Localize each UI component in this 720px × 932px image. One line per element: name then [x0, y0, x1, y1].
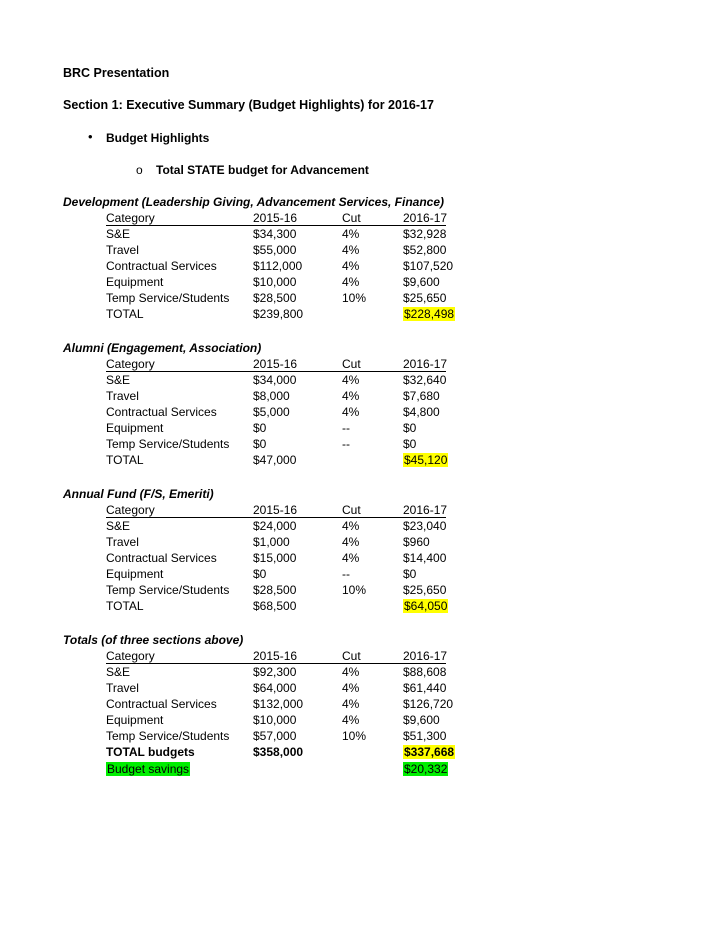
cell-2015-16: $47,000	[253, 453, 297, 467]
column-header-2016-17: 2016-17	[403, 503, 448, 517]
cell-2016-17: $25,650	[403, 583, 447, 597]
cell-cut: 4%	[342, 681, 360, 695]
cell-2015-16: $5,000	[253, 405, 290, 419]
cell-cut: 4%	[342, 665, 360, 679]
cell-2015-16: $68,500	[253, 599, 297, 613]
cell-2015-16: $92,300	[253, 665, 297, 679]
cell-cut: 4%	[342, 389, 360, 403]
highlighted-total: $45,120	[404, 453, 448, 467]
cell-category: Equipment	[106, 275, 164, 289]
cell-2015-16: $1,000	[253, 535, 290, 549]
cell-2016-17: $7,680	[403, 389, 440, 403]
cell-2015-16: $28,500	[253, 583, 297, 597]
bullet-circle-icon: o	[136, 163, 143, 177]
highlighted-total: $228,498	[404, 307, 455, 321]
cell-category: Temp Service/Students	[106, 729, 230, 743]
section-title: Annual Fund (F/S, Emeriti)	[63, 487, 214, 501]
cell-2015-16: $34,000	[253, 373, 297, 387]
section-heading: Section 1: Executive Summary (Budget Highlights) for 2016-17	[63, 98, 434, 112]
cell-2015-16: $57,000	[253, 729, 297, 743]
cell-2016-17: $0	[403, 567, 417, 581]
cell-category: Travel	[106, 535, 139, 549]
column-header-cut: Cut	[342, 503, 361, 517]
cell-cut: 4%	[342, 275, 360, 289]
cell-2016-17: $61,440	[403, 681, 447, 695]
cell-2015-16: $10,000	[253, 713, 297, 727]
cell-category: Contractual Services	[106, 697, 217, 711]
column-header-category: Category	[106, 649, 155, 663]
column-header-2015-16: 2015-16	[253, 503, 298, 517]
column-header-category: Category	[106, 503, 155, 517]
cell-category: Travel	[106, 243, 139, 257]
cell-cut: 4%	[342, 227, 360, 241]
cell-2016-17: $960	[403, 535, 430, 549]
column-header-cut: Cut	[342, 357, 361, 371]
cell-category: Temp Service/Students	[106, 437, 230, 451]
cell-category: S&E	[106, 665, 131, 679]
section-title: Development (Leadership Giving, Advancement Services, Finance)	[63, 195, 445, 209]
cell-2015-16: $112,000	[253, 259, 303, 273]
cell-cut: 10%	[342, 291, 367, 305]
cell-cut: 4%	[342, 519, 360, 533]
budget-savings-value: $20,332	[404, 762, 448, 776]
cell-category: TOTAL	[106, 599, 144, 613]
cell-2016-17: $0	[403, 437, 417, 451]
column-header-2016-17: 2016-17	[403, 211, 448, 225]
cell-2015-16: $0	[253, 567, 267, 581]
cell-cut: 4%	[342, 535, 360, 549]
cell-2016-17: $51,300	[403, 729, 447, 743]
cell-2016-17: $107,520	[403, 259, 454, 273]
cell-2016-17: $52,800	[403, 243, 447, 257]
cell-cut: 10%	[342, 583, 367, 597]
cell-cut: 10%	[342, 729, 367, 743]
section-title: Alumni (Engagement, Association)	[63, 341, 262, 355]
document-title: BRC Presentation	[63, 66, 170, 80]
cell-cut: 4%	[342, 373, 360, 387]
cell-2016-17: $4,800	[403, 405, 440, 419]
cell-2016-17: $32,640	[403, 373, 447, 387]
cell-2015-16: $0	[253, 421, 267, 435]
cell-cut: 4%	[342, 405, 360, 419]
highlighted-total: $64,050	[404, 599, 448, 613]
column-header-category: Category	[106, 357, 155, 371]
cell-2016-17: $126,720	[403, 697, 454, 711]
cell-2016-17: $88,608	[403, 665, 447, 679]
section-title: Totals (of three sections above)	[63, 633, 244, 647]
column-header-category: Category	[106, 211, 155, 225]
cell-2016-17: $23,040	[403, 519, 447, 533]
cell-category: Temp Service/Students	[106, 583, 230, 597]
cell-2016-17: $9,600	[403, 713, 440, 727]
column-header-cut: Cut	[342, 211, 361, 225]
cell-2015-16: $64,000	[253, 681, 297, 695]
cell-category: Equipment	[106, 713, 164, 727]
budget-savings-label: Budget savings	[107, 762, 190, 776]
cell-cut: 4%	[342, 243, 360, 257]
column-header-2016-17: 2016-17	[403, 357, 448, 371]
cell-cut: --	[342, 567, 350, 581]
column-header-2015-16: 2015-16	[253, 211, 298, 225]
cell-category: TOTAL	[106, 307, 144, 321]
cell-2015-16: $239,800	[253, 307, 304, 321]
cell-2015-16: $132,000	[253, 697, 304, 711]
cell-2015-16: $34,300	[253, 227, 297, 241]
cell-cut: 4%	[342, 259, 360, 273]
cell-2015-16: $55,000	[253, 243, 297, 257]
cell-cut: 4%	[342, 713, 360, 727]
cell-category: S&E	[106, 227, 131, 241]
cell-2015-16: $10,000	[253, 275, 297, 289]
cell-category: Contractual Services	[106, 551, 217, 565]
cell-2015-16: $358,000	[253, 745, 304, 759]
cell-category: S&E	[106, 373, 131, 387]
bullet-budget-highlights: Budget Highlights	[106, 131, 210, 145]
column-header-cut: Cut	[342, 649, 361, 663]
cell-2016-17: $25,650	[403, 291, 447, 305]
cell-cut: 4%	[342, 551, 360, 565]
bullet-total-state-budget: Total STATE budget for Advancement	[156, 163, 369, 177]
column-header-2015-16: 2015-16	[253, 649, 298, 663]
cell-category: Contractual Services	[106, 259, 217, 273]
cell-2016-17: $14,400	[403, 551, 447, 565]
cell-category: Travel	[106, 681, 139, 695]
cell-2015-16: $8,000	[253, 389, 290, 403]
column-header-2016-17: 2016-17	[403, 649, 448, 663]
cell-category: S&E	[106, 519, 131, 533]
cell-2016-17: $0	[403, 421, 417, 435]
cell-2016-17: $9,600	[403, 275, 440, 289]
cell-2016-17: $32,928	[403, 227, 447, 241]
cell-category: TOTAL budgets	[106, 745, 195, 759]
cell-cut: --	[342, 421, 350, 435]
cell-category: Contractual Services	[106, 405, 217, 419]
cell-category: Equipment	[106, 421, 164, 435]
cell-category: Temp Service/Students	[106, 291, 230, 305]
cell-category: Travel	[106, 389, 139, 403]
highlighted-total: $337,668	[404, 745, 455, 759]
cell-category: TOTAL	[106, 453, 144, 467]
cell-2015-16: $28,500	[253, 291, 297, 305]
column-header-2015-16: 2015-16	[253, 357, 298, 371]
bullet-dot-icon: •	[88, 129, 93, 144]
cell-2015-16: $24,000	[253, 519, 297, 533]
cell-cut: --	[342, 437, 350, 451]
cell-category: Equipment	[106, 567, 164, 581]
cell-2015-16: $15,000	[253, 551, 297, 565]
cell-cut: 4%	[342, 697, 360, 711]
cell-2015-16: $0	[253, 437, 267, 451]
